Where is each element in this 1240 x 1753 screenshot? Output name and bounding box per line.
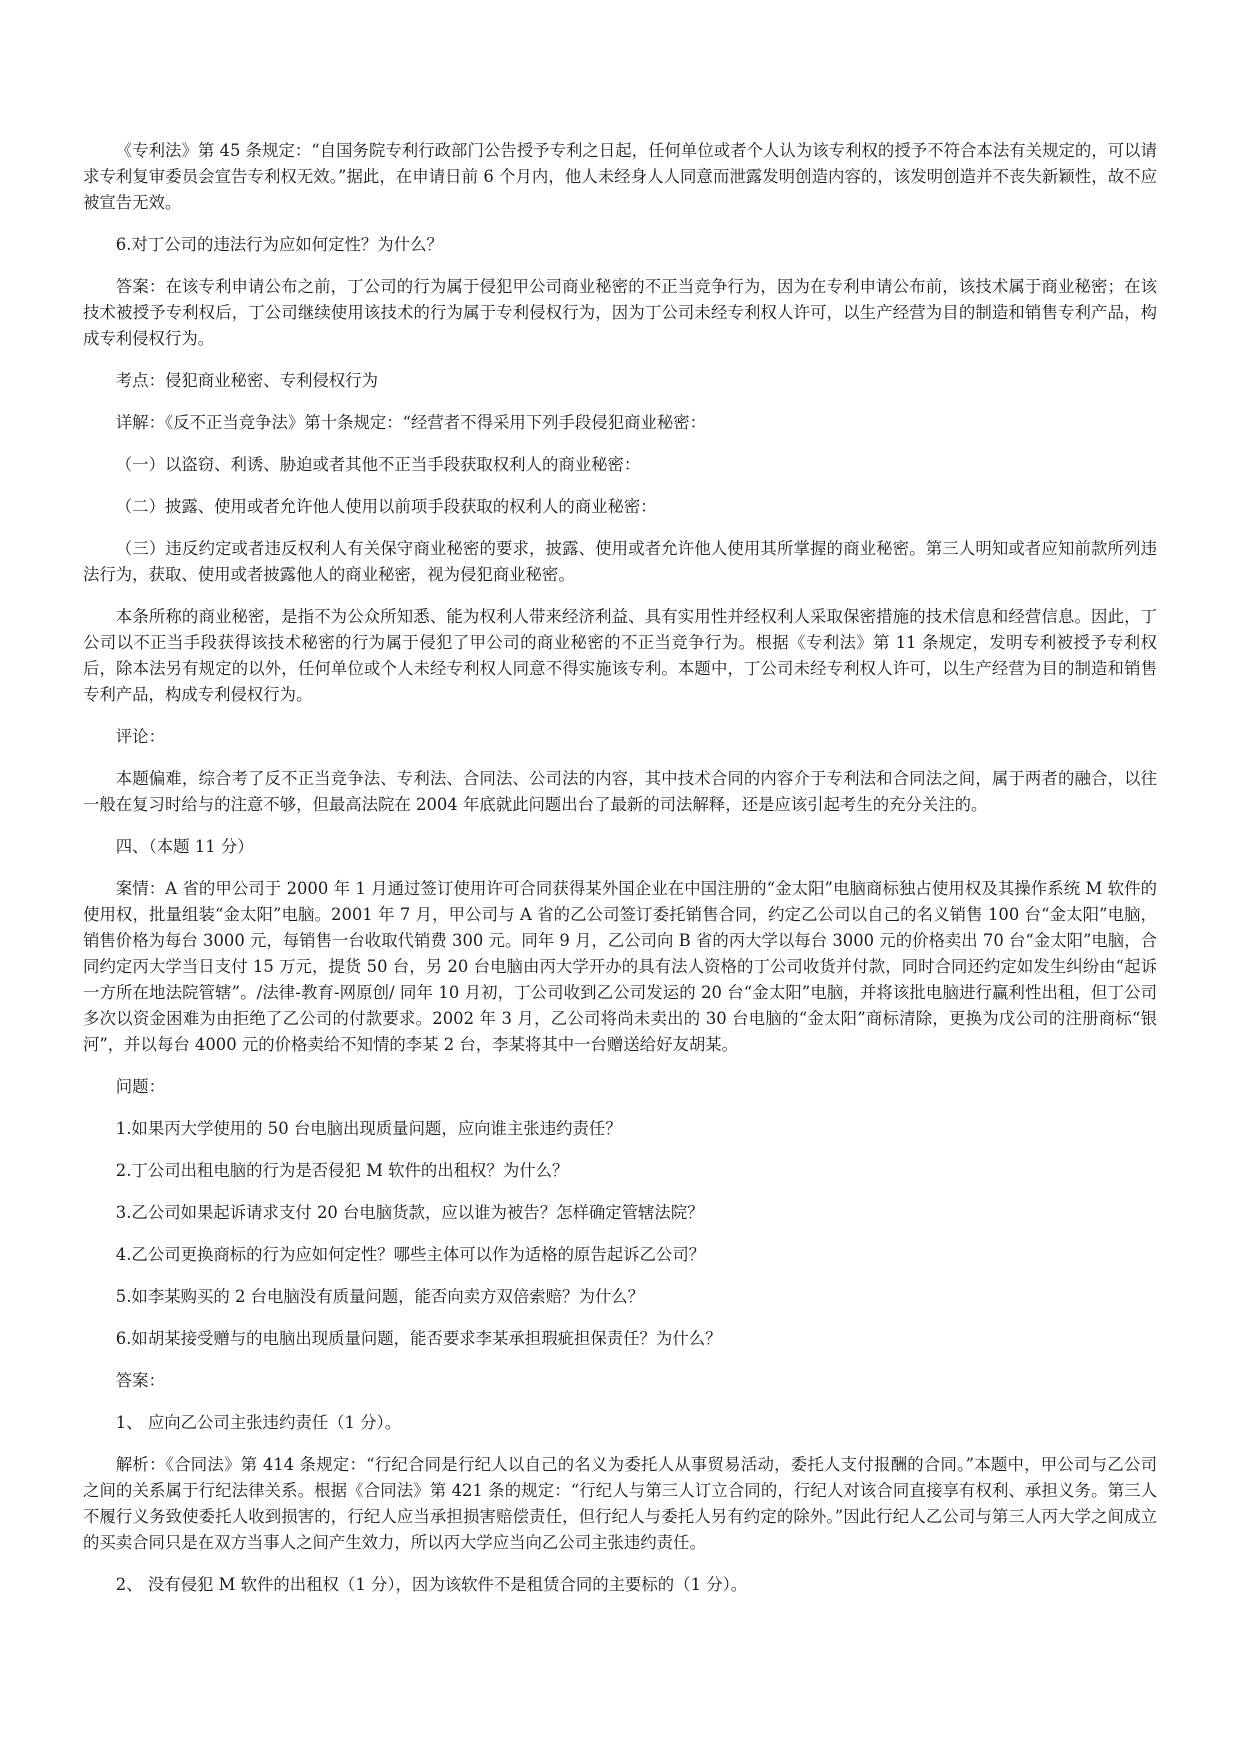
document-page <box>83 138 1157 1614</box>
explanation-item-2: （二）披露、使用或者允许他人使用以前项手段获取的权利人的商业秘密： <box>115 497 657 516</box>
analysis-item-1: 解析：《合同法》第 414 条规定：“行纪合同是行纪人以自己的名义为委托人从事贸易活动，委托人支付报酬的合同。”本题中，甲公司与乙公司之间的关系属于行纪法律关系。根据《合同法》第 421 条的规定：“行纪人与第三人订立合同的，行纪人对该合同直接享有权利、承担义务。第三人不履行义务致使委托人收到损害的，行纪人应当承担损害赔偿责任，但行纪人与委托人另有约定的除外。”因此行纪人乙公司与第三人丙大学之间成立的买卖合同只是在双方当事人之间产生效力，所以丙大学应当向乙公司主张违约责任。 <box>83 1455 1157 1552</box>
question-6: 6.对丁公司的违法行为应如何定性？为什么？ <box>115 235 443 254</box>
case-facts: 案情：A 省的甲公司于 2000 年 1 月通过签订使用许可合同获得某外国企业在中国注册的“金太阳”电脑商标独占使用权及其操作系统 M 软件的使用权，批量组装“金太阳”电脑。2001 年 7 月，甲公司与 A 省的乙公司签订委托销售合同，约定乙公司以自己的名义销售 100 台“金太阳”电脑，销售价格为每台 3000 元，每销售一台收取代销费 300 元。同年 9 月，乙公司向 B 省的丙大学以每台 3000 元的价格卖出 70 台“金太阳”电脑，合同约定丙大学当日支付 15 万元，提货 50 台，另 20 台电脑由丙大学开办的具有法人资格的丁公司收货并付款，同时合同还约定如发生纠纷由“起诉一方所在地法院管辖”。/法律-教育-网原创/ 同年 10 月初，丁公司收到乙公司发运的 20 台“金太阳”电脑，并将该批电脑进行赢利性出租，但丁公司多次以资金困难为由拒绝了乙公司的付款要求。2002 年 3 月，乙公司将尚未卖出的 30 台电脑的“金太阳”商标清除，更换为戊公司的注册商标“银河”，并以每台 4000 元的价格卖给不知情的李某 2 台，李某将其中一台赠送给好友胡某。 <box>83 879 1157 1054</box>
comment-heading: 评论： <box>115 727 165 746</box>
answer-item-2: 2、 没有侵犯 M 软件的出租权（1 分），因为该软件不是租赁合同的主要标的（1 分）。 <box>115 1575 748 1594</box>
question-item-4: 4.乙公司更换商标的行为应如何定性？哪些主体可以作为适格的原告起诉乙公司？ <box>115 1245 706 1264</box>
explanation-item-1: （一）以盗窃、利诱、胁迫或者其他不正当手段获取权利人的商业秘密： <box>115 455 641 474</box>
answer-6: 答案：在该专利申请公布之前，丁公司的行为属于侵犯甲公司商业秘密的不正当竞争行为，因为在专利申请公布前，该技术属于商业秘密；在该技术被授予专利权后，丁公司继续使用该技术的行为属于专利侵权行为，因为丁公司未经专利权人许可，以生产经营为目的制造和销售专利产品，构成专利侵权行为。 <box>83 277 1157 348</box>
question-item-3: 3.乙公司如果起诉请求支付 20 台电脑货款，应以谁为被告？怎样确定管辖法院？ <box>115 1203 704 1222</box>
question-item-5: 5.如李某购买的 2 台电脑没有质量问题，能否向卖方双倍索赔？为什么？ <box>115 1287 645 1306</box>
key-points: 考点：侵犯商业秘密、专利侵权行为 <box>115 371 379 390</box>
comment-body: 本题偏难，综合考了反不正当竞争法、专利法、合同法、公司法的内容，其中技术合同的内容介于专利法和合同法之间，属于两者的融合，以往一般在复习时给与的注意不够，但最高法院在 2004 年底就此问题出台了最新的司法解释，还是应该引起考生的充分关注的。 <box>83 769 1157 814</box>
section-four-heading: 四、（本题 11 分） <box>115 837 254 856</box>
questions-heading: 问题： <box>115 1077 165 1096</box>
question-item-1: 1.如果丙大学使用的 50 台电脑出现质量问题，应向谁主张违约责任？ <box>115 1119 622 1138</box>
answers-heading: 答案： <box>115 1371 165 1390</box>
explanation-item-3: （三）违反约定或者违反权利人有关保守商业秘密的要求，披露、使用或者允许他人使用其所掌握的商业秘密。第三人明知或者应知前款所列违法行为，获取、使用或者披露他人的商业秘密，视为侵犯商业秘密。 <box>83 539 1157 584</box>
explanation-intro: 详解：《反不正当竞争法》第十条规定：“经营者不得采用下列手段侵犯商业秘密： <box>115 413 707 432</box>
answer-item-1: 1、 应向乙公司主张违约责任（1 分）。 <box>115 1413 402 1432</box>
explanation-trade-secret: 本条所称的商业秘密，是指不为公众所知悉、能为权利人带来经济利益、具有实用性并经权利人采取保密措施的技术信息和经营信息。因此，丁公司以不正当手段获得该技术秘密的行为属于侵犯了甲公司的商业秘密的不正当竞争行为。根据《专利法》第 11 条规定，发明专利被授予专利权后，除本法另有规定的以外，任何单位或个人未经专利权人同意不得实施该专利。本题中，丁公司未经专利权人许可，以生产经营为目的制造和销售专利产品，构成专利侵权行为。 <box>83 607 1157 704</box>
question-item-2: 2.丁公司出租电脑的行为是否侵犯 M 软件的出租权？为什么？ <box>115 1161 569 1180</box>
question-item-6: 6.如胡某接受赠与的电脑出现质量问题，能否要求李某承担瑕疵担保责任？为什么？ <box>115 1329 722 1348</box>
paragraph-patent-law-45: 《专利法》第 45 条规定：“自国务院专利行政部门公告授予专利之日起，任何单位或者个人认为该专利权的授予不符合本法有关规定的，可以请求专利复审委员会宣告专利权无效。”据此，在申请日前 6 个月内，他人未经身人人同意而泄露发明创造内容的，该发明创造并不丧失新颖性，故不应被宣告无效。 <box>83 141 1157 212</box>
